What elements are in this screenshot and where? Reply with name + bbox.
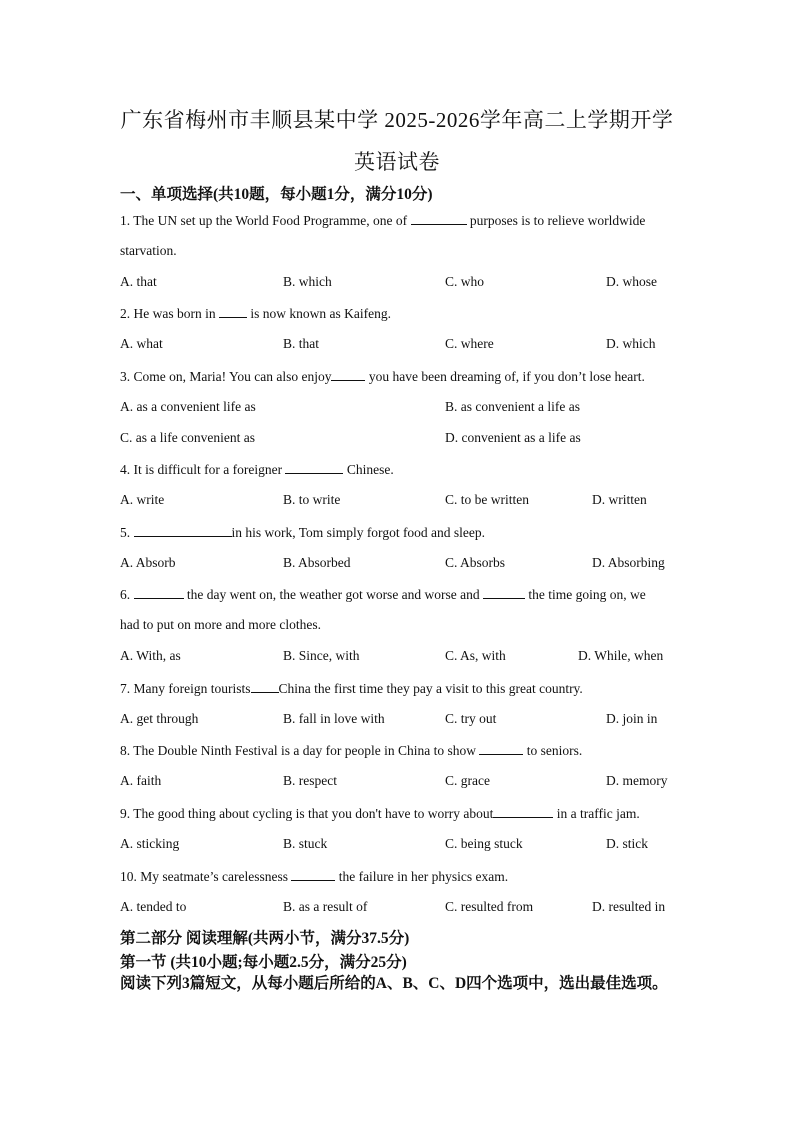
question-1: 1. The UN set up the World Food Programme, one of purposes is to relieve worldwide bbox=[120, 213, 646, 228]
question-6-continued: had to put on more and more clothes. bbox=[120, 617, 321, 632]
question-7: 7. Many foreign tourists China the first time they pay a visit to this great country. bbox=[120, 681, 583, 696]
q3-option-c[interactable]: C. as a life convenient as bbox=[120, 430, 255, 445]
q10-option-d[interactable]: D. resulted in bbox=[592, 899, 666, 914]
q5-option-b[interactable]: B. Absorbed bbox=[283, 555, 351, 570]
answer-blank bbox=[479, 742, 523, 755]
answer-blank bbox=[219, 305, 247, 318]
q6-option-b[interactable]: B. Since, with bbox=[283, 648, 360, 663]
answer-blank bbox=[483, 586, 525, 599]
q3-option-b[interactable]: B. as convenient a life as bbox=[445, 399, 580, 414]
q7-option-d[interactable]: D. join in bbox=[606, 711, 658, 726]
q8-option-b[interactable]: B. respect bbox=[283, 773, 337, 788]
q5-option-a[interactable]: A. Absorb bbox=[120, 555, 176, 570]
q3-option-d[interactable]: D. convenient as a life as bbox=[445, 430, 581, 445]
q2-option-b[interactable]: B. that bbox=[283, 336, 319, 351]
q3-option-a[interactable]: A. as a convenient life as bbox=[120, 399, 256, 414]
q1-option-a[interactable]: A. that bbox=[120, 274, 157, 289]
part1-heading: 一、单项选择(共10题，每小题1分，满分10分) bbox=[120, 186, 433, 203]
q2-option-c[interactable]: C. where bbox=[445, 336, 494, 351]
q1-option-c[interactable]: C. who bbox=[445, 274, 485, 289]
question-3: 3. Come on, Maria! You can also enjoy you have been dreaming of, if you don’t lose heart. bbox=[120, 369, 645, 384]
q7-option-a[interactable]: A. get through bbox=[120, 711, 199, 726]
question-9: 9. The good thing about cycling is that you don't have to worry about in a traffic jam. bbox=[120, 806, 640, 821]
exam-title-line2: 英语试卷 bbox=[354, 150, 440, 174]
part2-section1-heading: 第一节 (共10小题;每小题2.5分，满分25分) bbox=[120, 954, 407, 971]
q5-option-c[interactable]: C. Absorbs bbox=[445, 555, 506, 570]
q10-option-a[interactable]: A. tended to bbox=[120, 899, 187, 914]
q4-option-a[interactable]: A. write bbox=[120, 492, 165, 507]
q6-option-d[interactable]: D. While, when bbox=[578, 648, 664, 663]
question-6: 6. the day went on, the weather got worse and worse and the time going on, we bbox=[120, 587, 646, 602]
part2-heading: 第二部分 阅读理解(共两小节，满分37.5分) bbox=[120, 930, 410, 947]
q4-option-c[interactable]: C. to be written bbox=[445, 492, 529, 507]
q1-option-d[interactable]: D. whose bbox=[606, 274, 657, 289]
question-8: 8. The Double Ninth Festival is a day for people in China to show to seniors. bbox=[120, 743, 583, 758]
answer-blank bbox=[331, 368, 365, 381]
q9-option-d[interactable]: D. stick bbox=[606, 836, 648, 851]
answer-blank bbox=[134, 524, 232, 537]
answer-blank bbox=[285, 461, 343, 474]
q8-option-d[interactable]: D. memory bbox=[606, 773, 668, 788]
q6-option-c[interactable]: C. As, with bbox=[445, 648, 506, 663]
q9-option-c[interactable]: C. being stuck bbox=[445, 836, 523, 851]
q10-option-b[interactable]: B. as a result of bbox=[283, 899, 368, 914]
q9-option-a[interactable]: A. sticking bbox=[120, 836, 180, 851]
q2-option-d[interactable]: D. which bbox=[606, 336, 656, 351]
q7-option-c[interactable]: C. try out bbox=[445, 711, 497, 726]
q5-option-d[interactable]: D. Absorbing bbox=[592, 555, 665, 570]
question-4: 4. It is difficult for a foreigner Chinese. bbox=[120, 462, 394, 477]
question-10: 10. My seatmate’s carelessness the failure in her physics exam. bbox=[120, 869, 509, 884]
q7-option-b[interactable]: B. fall in love with bbox=[283, 711, 385, 726]
q4-option-d[interactable]: D. written bbox=[592, 492, 647, 507]
q2-option-a[interactable]: A. what bbox=[120, 336, 163, 351]
answer-blank bbox=[493, 805, 553, 818]
answer-blank bbox=[411, 212, 467, 225]
exam-title-line1: 广东省梅州市丰顺县某中学 2025-2026学年高二上学期开学 bbox=[120, 108, 674, 132]
question-2: 2. He was born in is now known as Kaifeng. bbox=[120, 306, 391, 321]
q10-option-c[interactable]: C. resulted from bbox=[445, 899, 534, 914]
q9-option-b[interactable]: B. stuck bbox=[283, 836, 328, 851]
answer-blank bbox=[134, 586, 184, 599]
q1-option-b[interactable]: B. which bbox=[283, 274, 332, 289]
q8-option-a[interactable]: A. faith bbox=[120, 773, 162, 788]
q6-option-a[interactable]: A. With, as bbox=[120, 648, 181, 663]
answer-blank bbox=[291, 868, 335, 881]
question-5: 5. in his work, Tom simply forgot food and sleep. bbox=[120, 525, 486, 540]
answer-blank bbox=[251, 680, 279, 693]
part2-instruction: 阅读下列3篇短文，从每小题后所给的A、B、C、D四个选项中，选出最佳选项。 bbox=[120, 975, 668, 992]
q8-option-c[interactable]: C. grace bbox=[445, 773, 490, 788]
question-1-continued: starvation. bbox=[120, 243, 177, 258]
q4-option-b[interactable]: B. to write bbox=[283, 492, 341, 507]
